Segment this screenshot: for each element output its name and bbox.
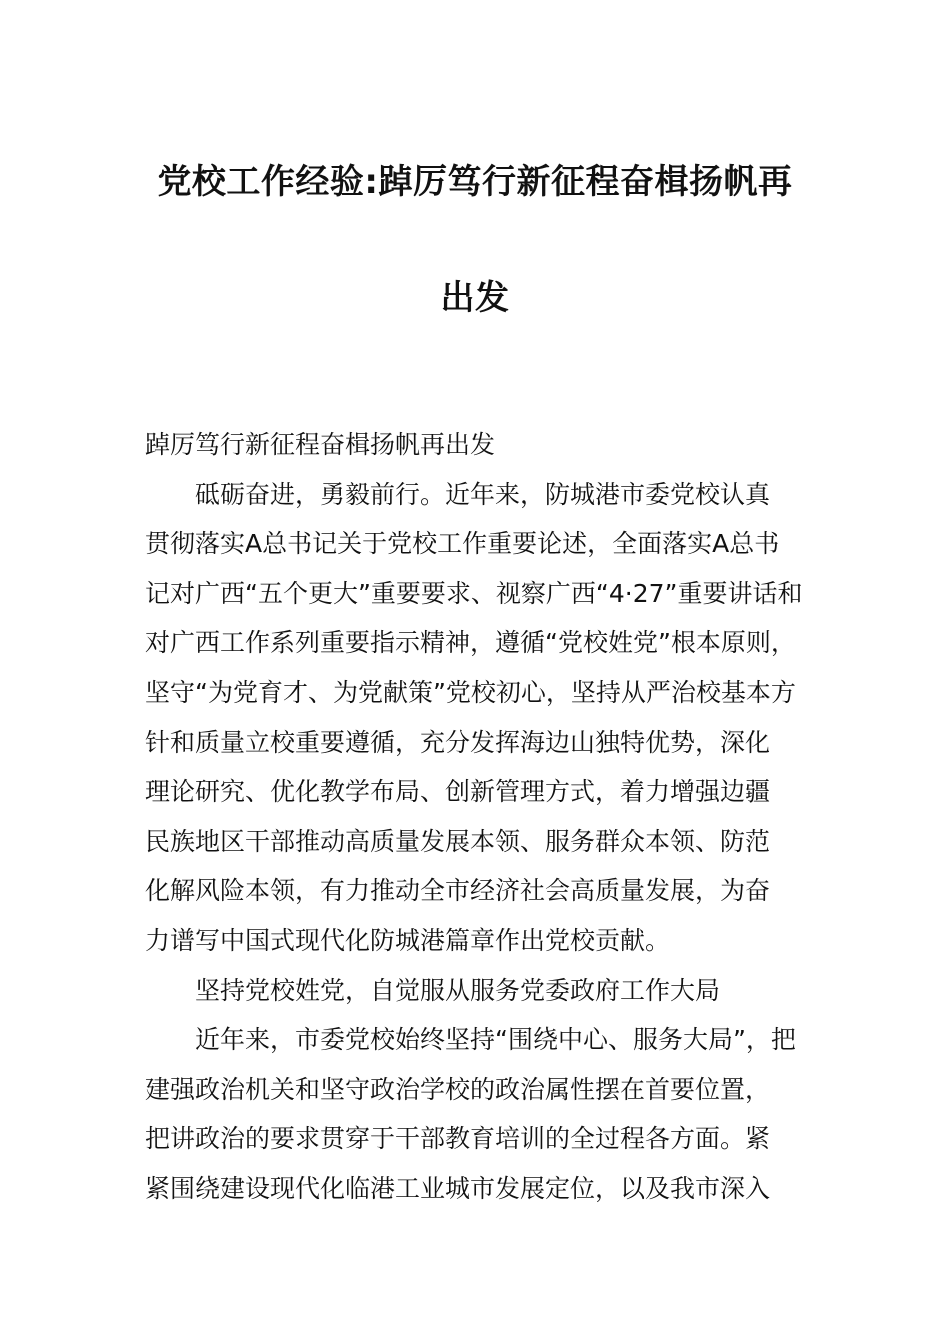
paragraph-1-line: 针和质量立校重要遵循，充分发挥海边山独特优势，深化 <box>145 727 771 757</box>
section-heading: 坚持党校姓党，自觉服从服务党委政府工作大局 <box>195 975 721 1005</box>
document-title-line-1: 党校工作经验:踔厉笃行新征程奋楫扬帆再 <box>157 162 793 202</box>
paragraph-1-line: 力谱写中国式现代化防城港篇章作出党校贡献。 <box>145 925 671 955</box>
paragraph-1 <box>145 470 810 966</box>
paragraph-2-line: 近年来，市委党校始终坚持“围绕中心、服务大局”，把 <box>195 1025 796 1055</box>
paragraph-1-line: 记对广西“五个更大”重要要求、视察广西“4·27”重要讲话和 <box>145 578 803 608</box>
paragraph-2 <box>145 1015 810 1213</box>
paragraph-1-line: 民族地区干部推动高质量发展本领、服务群众本领、防范 <box>145 826 771 856</box>
paragraph-1-line: 坚守“为党育才、为党献策”党校初心，坚持从严治校基本方 <box>145 677 796 707</box>
paragraph-1-line: 砥砺奋进，勇毅前行。近年来，防城港市委党校认真 <box>195 479 771 509</box>
document-subtitle: 踔厉笃行新征程奋楫扬帆再出发 <box>145 430 496 459</box>
paragraph-1-line: 化解风险本领，有力推动全市经济社会高质量发展，为奋 <box>145 876 771 906</box>
paragraph-2-line: 把讲政治的要求贯穿于干部教育培训的全过程各方面。紧 <box>145 1124 771 1154</box>
paragraph-1-line: 贯彻落实A总书记关于党校工作重要论述，全面落实A总书 <box>145 529 780 559</box>
paragraph-1-line: 对广西工作系列重要指示精神，遵循“党校姓党”根本原则， <box>145 628 796 658</box>
paragraph-2-line: 建强政治机关和坚守政治学校的政治属性摆在首要位置， <box>145 1074 771 1104</box>
paragraph-1-line: 理论研究、优化教学布局、创新管理方式，着力增强边疆 <box>145 777 771 807</box>
paragraph-2-line: 紧围绕建设现代化临港工业城市发展定位，以及我市深入 <box>145 1173 771 1203</box>
document-body <box>145 420 810 1214</box>
document-title-line-2: 出发 <box>440 278 510 318</box>
